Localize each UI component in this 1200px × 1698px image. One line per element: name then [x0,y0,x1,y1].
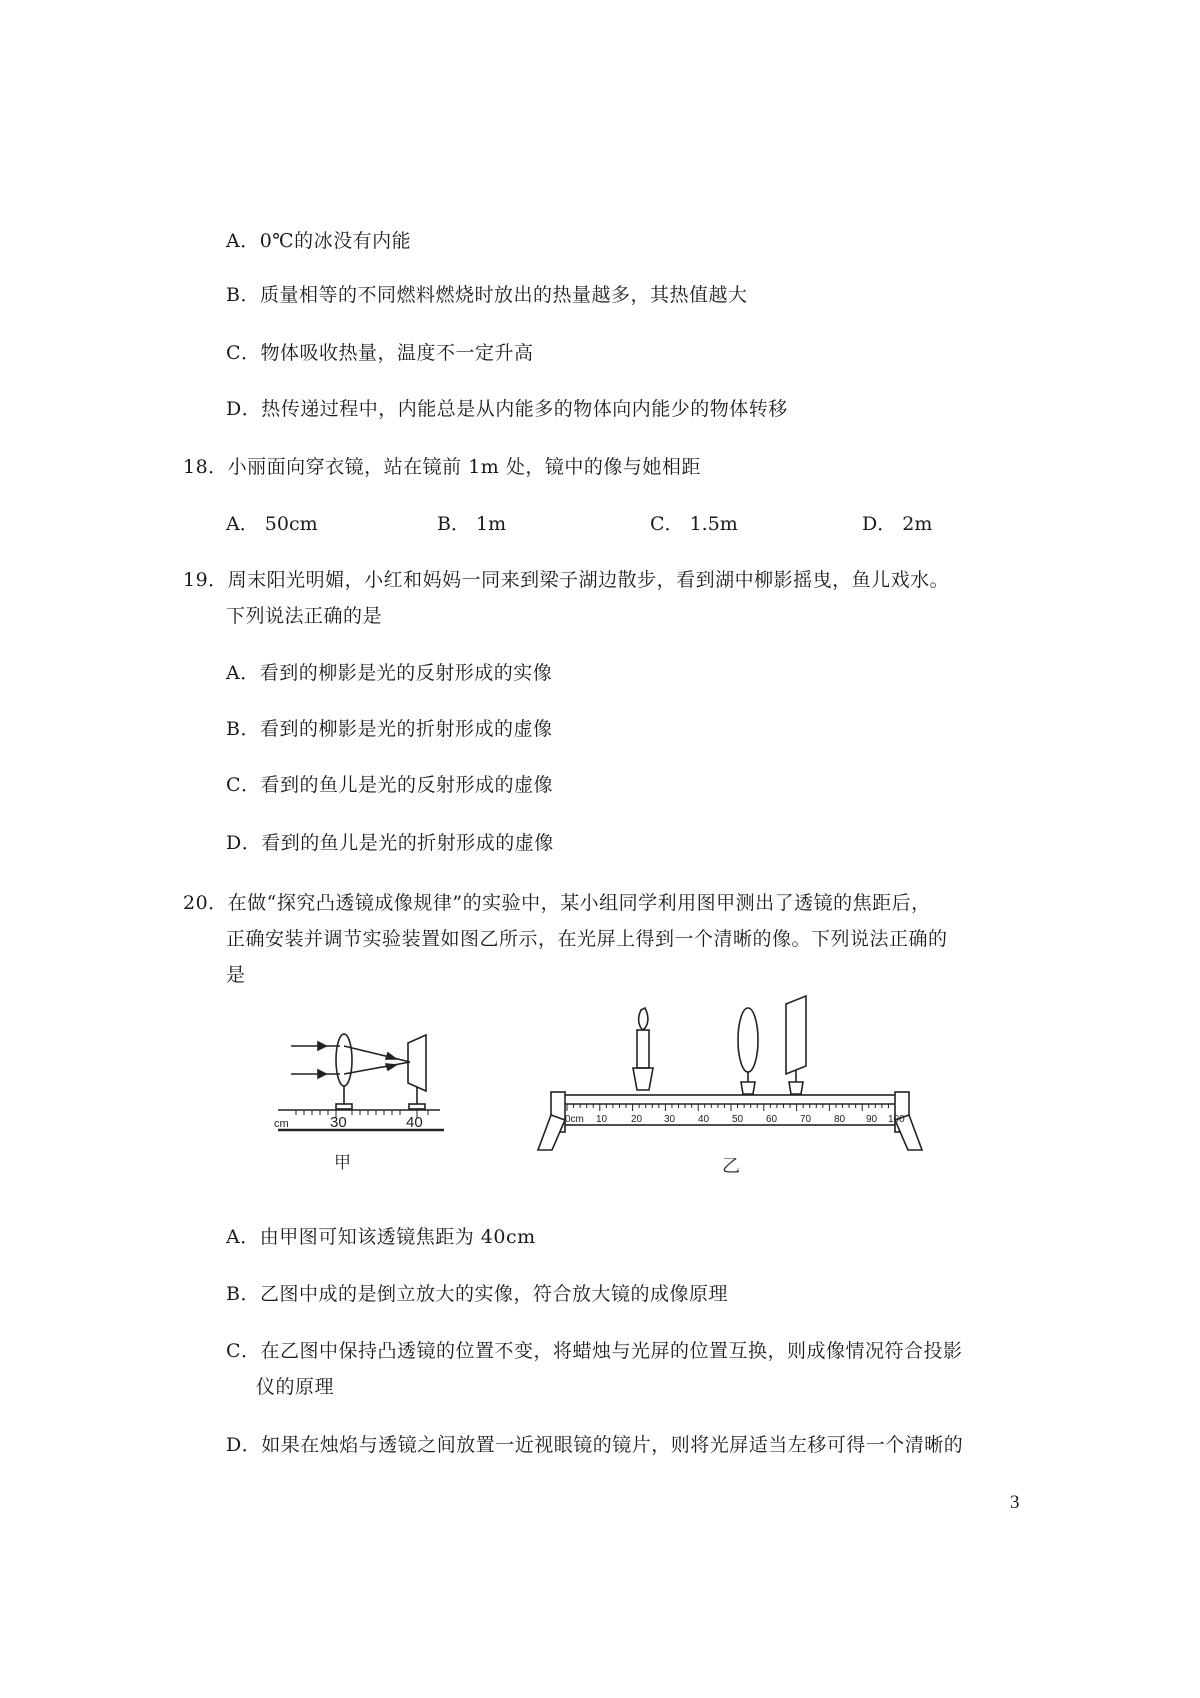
q19-stem-line2: 下列说法正确的是 [226,605,383,627]
screen-jia [408,1035,426,1091]
refracted-ray-top [344,1046,410,1062]
page-number: 3 [1010,1492,1020,1513]
figure-yi [538,996,922,1150]
caption-jia: 甲 [334,1153,351,1172]
lens-base-jia [336,1104,352,1109]
refracted-arrow-top [386,1053,396,1059]
candle-flame [639,1008,648,1030]
refracted-ray-bottom [344,1062,410,1074]
ruler-label-40: 40 [698,1114,710,1125]
ruler-label-100: 100 [888,1114,905,1125]
ruler-label-60: 60 [766,1114,778,1125]
q20-stem-line3: 是 [226,964,246,986]
q18-option-b: B． 1m [437,513,507,535]
q19-stem-line1: 19．周末阳光明媚，小红和妈妈一同来到梁子湖边散步，看到湖中柳影摇曳，鱼儿戏水。 [183,569,950,591]
q17-option-a: A．0℃的冰没有内能 [226,230,412,252]
q20-option-c-cont: 仪的原理 [256,1376,335,1398]
ruler-label-30: 30 [330,1114,347,1131]
ruler-ticks-yi [567,1104,895,1111]
ruler-unit-yi: 0cm [565,1114,584,1125]
convex-lens-jia [336,1034,352,1086]
q20-option-a: A．由甲图可知该透镜焦距为 40cm [226,1226,536,1248]
screen-holder-yi [789,1082,803,1094]
candle-holder [633,1068,653,1090]
q19-option-c: C．看到的鱼儿是光的反射形成的虚像 [226,774,554,796]
lens-holder-yi [741,1082,755,1094]
q20-option-d: D．如果在烛焰与透镜之间放置一近视眼镜的镜片，则将光屏适当左移可得一个清晰的 [226,1434,964,1456]
q20-option-b: B．乙图中成的是倒立放大的实像，符合放大镜的成像原理 [226,1283,728,1305]
q17-option-d: D．热传递过程中，内能总是从内能多的物体向内能少的物体转移 [226,398,788,420]
ruler-label-70: 70 [800,1114,812,1125]
q19-option-b: B．看到的柳影是光的折射形成的虚像 [226,718,553,740]
ruler-label-80: 80 [834,1114,846,1125]
ruler-label-40: 40 [406,1114,423,1131]
screen-base-jia [409,1104,425,1109]
screen-yi [786,996,806,1074]
q18-stem: 18．小丽面向穿衣镜，站在镜前 1m 处，镜中的像与她相距 [183,456,701,478]
ruler-unit-jia: cm [274,1118,289,1130]
convex-lens-yi [738,1008,758,1072]
ray-arrow-top [318,1042,326,1050]
ruler-label-50: 50 [732,1114,744,1125]
ruler-label-30: 30 [664,1114,676,1125]
q18-option-d: D． 2m [862,513,933,535]
q18-option-a: A． 50cm [226,513,318,535]
q17-option-c: C．物体吸收热量，温度不一定升高 [226,342,534,364]
q17-option-b: B．质量相等的不同燃料燃烧时放出的热量越多，其热值越大 [226,284,748,306]
q19-option-a: A．看到的柳影是光的反射形成的实像 [226,662,553,684]
q18-option-c: C． 1.5m [650,513,738,535]
ruler-label-90: 90 [866,1114,878,1125]
q20-stem-line2: 正确安装并调节实验装置如图乙所示，在光屏上得到一个清晰的像。下列说法正确的 [226,928,948,950]
caption-yi: 乙 [722,1156,740,1176]
ruler-labels-yi [565,1114,905,1125]
q20-option-c: C．在乙图中保持凸透镜的位置不变，将蜡烛与光屏的位置互换，则成像情况符合投影 [226,1340,963,1362]
optical-bench [555,1095,905,1125]
ruler-label-20: 20 [631,1114,643,1125]
ray-arrow-bottom [318,1070,326,1078]
refracted-arrow-bottom [386,1064,396,1070]
q19-option-d: D．看到的鱼儿是光的折射形成的虚像 [226,832,554,854]
q20-stem-line1: 20．在做“探究凸透镜成像规律”的实验中，某小组同学利用图甲测出了透镜的焦距后， [183,892,931,914]
ruler-label-10: 10 [596,1114,608,1125]
candle-body [637,1030,649,1068]
